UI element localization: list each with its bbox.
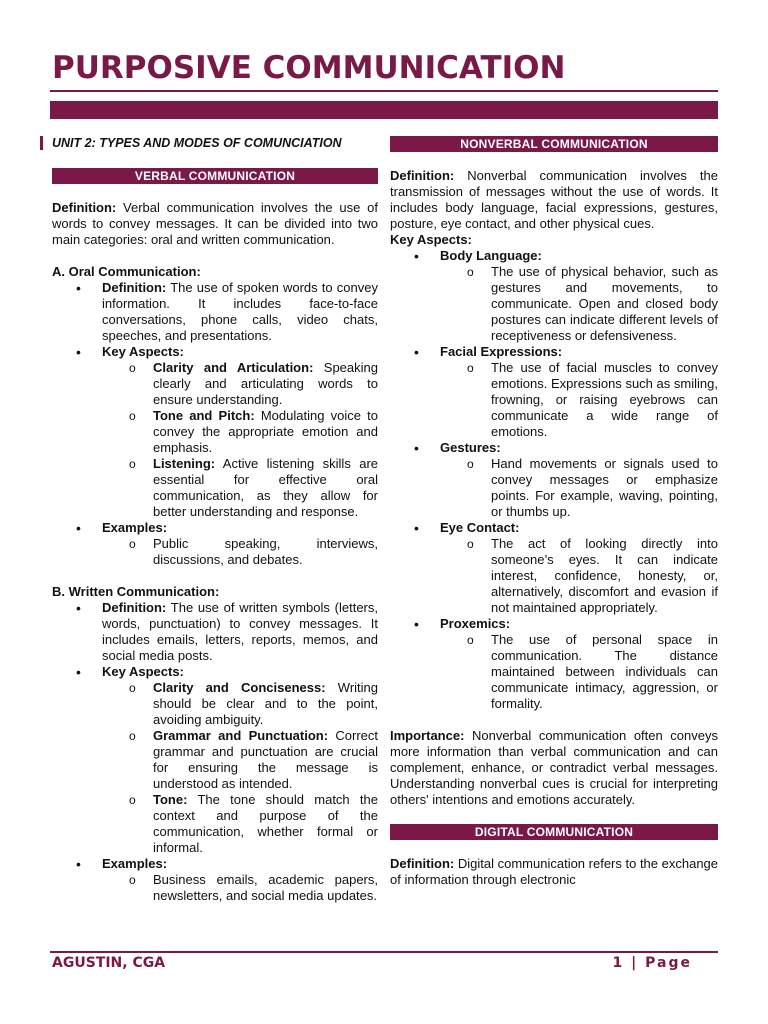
oral-list: [52, 280, 378, 568]
list-item: • Key Aspects: o Clarity and Articulation: Speaking clearly and articulating words to ensure understanding. o Tone and Pitch: Modulating voice to convey the appropriate emotion and emphasis. o Listening: Active listening skills are essential for effective oral communication, as they allow for better understanding and response.: [52, 344, 378, 520]
header-band: [50, 101, 718, 119]
list-item: • Definition: The use of spoken words to convey information. It includes face-to-face conversations, phone calls, video chats, speeches, and presentations.: [52, 280, 378, 344]
list-item: o Clarity and Articulation: Speaking clearly and articulating words to ensure understanding.: [102, 360, 378, 408]
list-item: • Examples: o Business emails, academic papers, newsletters, and social media updates.: [52, 856, 378, 904]
list-item: o Listening: Active listening skills are essential for effective oral communication, as they allow for better understanding and response.: [102, 456, 378, 520]
list-item: • Facial Expressions: o The use of facial muscles to convey emotions. Expressions such as smiling, frowning, or raising eyebrows can communicate a wide range of emotions.: [390, 344, 718, 440]
footer-author: AGUSTIN, CGA: [52, 955, 166, 971]
header-rule: [50, 90, 718, 92]
list-item: o Public speaking, interviews, discussions, and debates.: [102, 536, 378, 568]
nonverbal-importance: Importance: Nonverbal communication often conveys more information than verbal communication and can complement, enhance, or contradict verbal messages. Understanding nonverbal cues is crucial for interpreting others' intentions and emotions accurately.: [390, 728, 718, 807]
list-item: o The use of personal space in communication. The distance maintained between individuals can communicate intimacy, aggression, or formality.: [440, 632, 718, 712]
unit-label: UNIT 2: TYPES AND MODES OF COMUNCIATION: [52, 136, 342, 150]
oral-heading: A. Oral Communication:: [52, 264, 201, 279]
nonverbal-band: NONVERBAL COMMUNICATION: [390, 136, 718, 152]
digital-band: DIGITAL COMMUNICATION: [390, 824, 718, 840]
list-item: • Proxemics: o The use of personal space in communication. The distance maintained between individuals can communicate intimacy, aggression, or formality.: [390, 616, 718, 712]
list-item: o The use of facial muscles to convey emotions. Expressions such as smiling, frowning, or raising eyebrows can communicate a wide range of emotions.: [440, 360, 718, 440]
verbal-definition: Definition: Verbal communication involves the use of words to convey messages. It can be divided into two main categories: oral and written communication.: [52, 200, 378, 247]
written-heading: B. Written Communication:: [52, 584, 220, 599]
nonverbal-aspects-label: Key Aspects:: [390, 232, 472, 247]
digital-definition: Definition: Digital communication refers to the exchange of information through electronic: [390, 856, 719, 887]
left-column: [52, 168, 378, 904]
unit-marker: [40, 136, 43, 150]
list-item: o Business emails, academic papers, newsletters, and social media updates.: [102, 872, 378, 904]
footer-page-number: 1 | Page: [612, 955, 692, 971]
page-title: PURPOSIVE COMMUNICATION: [52, 50, 566, 86]
right-column: [390, 136, 718, 888]
list-item: • Definition: The use of written symbols (letters, words, punctuation) to convey messages. It includes emails, letters, reports, memos, and social media posts.: [52, 600, 378, 664]
list-item: • Gestures: o Hand movements or signals used to convey messages or emphasize points. For example, waving, pointing, or thumbs up.: [390, 440, 718, 520]
list-item: o Tone and Pitch: Modulating voice to convey the appropriate emotion and emphasis.: [102, 408, 378, 456]
list-item: • Eye Contact: o The act of looking directly into someone’s eyes. It can indicate interest, confidence, honesty, or, alternatively, discomfort and evasion if not maintained appropriately.: [390, 520, 718, 616]
list-item: o Tone: The tone should match the context and purpose of the communication, whether formal or informal.: [102, 792, 378, 856]
list-item: o The use of physical behavior, such as gestures and movements, to communicate. Open and closed body postures can indicate different levels of receptiveness or defensiveness.: [440, 264, 718, 344]
list-item: o The act of looking directly into someone’s eyes. It can indicate interest, confidence, honesty, or, alternatively, discomfort and evasion if not maintained appropriately.: [440, 536, 718, 616]
list-item: o Grammar and Punctuation: Correct grammar and punctuation are crucial for ensuring the message is understood as intended.: [102, 728, 378, 792]
written-list: [52, 600, 378, 904]
list-item: o Hand movements or signals used to convey messages or emphasize points. For example, waving, pointing, or thumbs up.: [440, 456, 718, 520]
list-item: o Clarity and Conciseness: Writing should be clear and to the point, avoiding ambiguity.: [102, 680, 378, 728]
footer-rule: [50, 951, 718, 953]
list-item: • Body Language: o The use of physical behavior, such as gestures and movements, to communicate. Open and closed body postures can indicate different levels of receptiveness or defensiveness.: [390, 248, 718, 344]
nonverbal-definition: Definition: Nonverbal communication involves the transmission of messages without the use of words. It includes body language, facial expressions, gestures, posture, eye contact, and other physical cues.: [390, 168, 718, 231]
list-item: • Key Aspects: o Clarity and Conciseness: Writing should be clear and to the point, avoiding ambiguity. o Grammar and Punctuation: Correct grammar and punctuation are crucial for ensuring the message is understood as intended. o Tone: The tone should match the context and purpose of the communication, whether formal or informal.: [52, 664, 378, 856]
nonverbal-aspects-list: [390, 248, 718, 712]
list-item: • Examples: o Public speaking, interviews, discussions, and debates.: [52, 520, 378, 568]
verbal-band: VERBAL COMMUNICATION: [52, 168, 378, 184]
